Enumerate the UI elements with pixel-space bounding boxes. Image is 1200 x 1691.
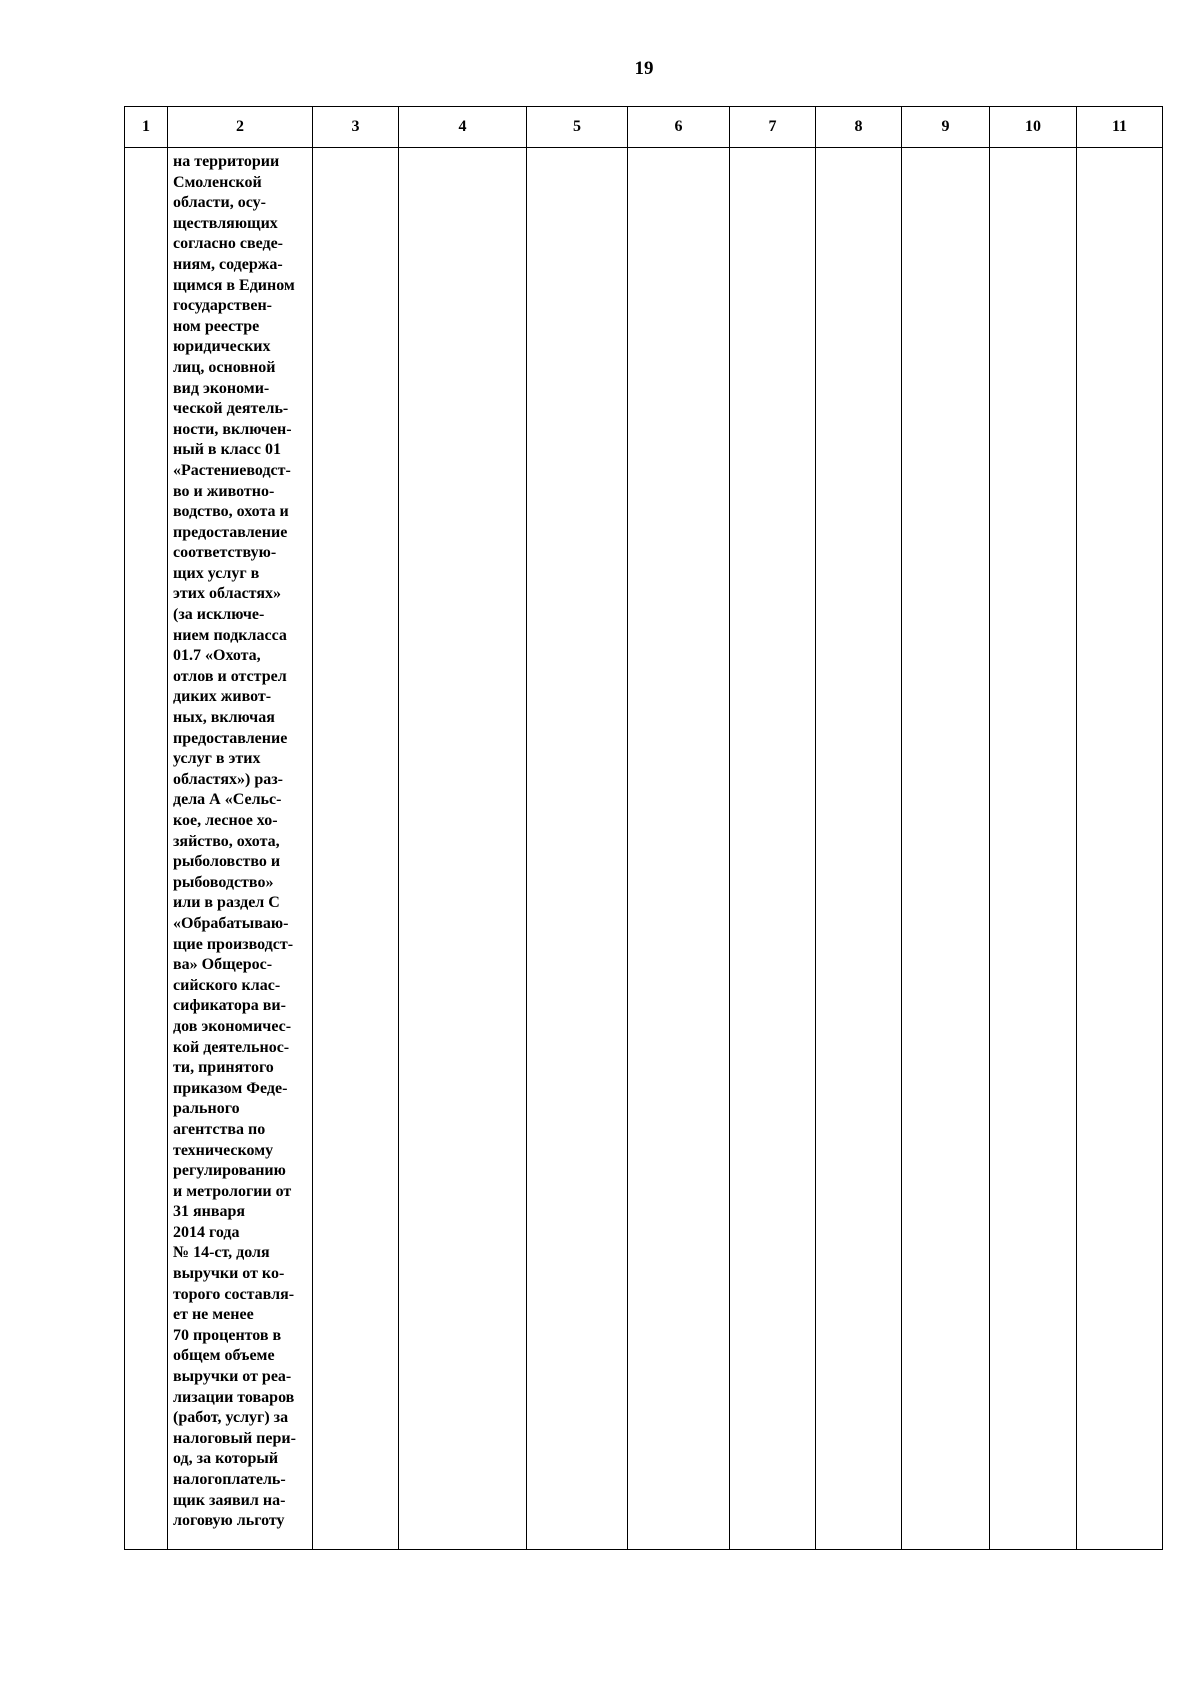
description-line: этих областях»	[173, 585, 281, 603]
description-line: № 14-ст, доля	[173, 1244, 270, 1262]
column-header-5: 5	[527, 107, 628, 148]
column-header-2: 2	[168, 107, 313, 148]
description-line: лизации товаров	[173, 1388, 295, 1406]
description-line: налоговый пери-	[173, 1429, 296, 1447]
description-line: юридических	[173, 338, 271, 356]
description-line: ном реестре	[173, 317, 260, 335]
description-line: «Обрабатываю-	[173, 914, 289, 932]
column-header-9: 9	[902, 107, 990, 148]
description-line: техническому	[173, 1141, 274, 1159]
description-line: 70 процентов в	[173, 1326, 282, 1344]
description-line: и метрологии от	[173, 1182, 292, 1200]
description-line: дела А «Сельс-	[173, 791, 282, 809]
table-row	[125, 148, 1163, 1550]
description-line: рального	[173, 1100, 240, 1118]
description-line: торого составля-	[173, 1285, 295, 1303]
description-line: щик заявил на-	[173, 1491, 286, 1509]
column-header-1: 1	[125, 107, 168, 148]
column-header-11: 11	[1077, 107, 1163, 148]
description-line: од, за который	[173, 1450, 279, 1468]
cell-col-5	[527, 148, 628, 1550]
column-header-8: 8	[816, 107, 902, 148]
cell-col-7	[730, 148, 816, 1550]
description-line: щих услуг в	[173, 564, 260, 582]
description-line: щимся в Едином	[173, 276, 295, 294]
cell-col-11	[1077, 148, 1163, 1550]
description-line: «Растениеводст-	[173, 461, 291, 479]
description-line: рыболовство и	[173, 853, 281, 871]
description-line: налогоплатель-	[173, 1471, 286, 1488]
cell-col-6	[628, 148, 730, 1550]
header-row	[125, 107, 1163, 148]
description-line: кой деятельнос-	[173, 1038, 290, 1056]
description-line: лиц, основной	[173, 358, 276, 376]
cell-col-1	[125, 148, 168, 1550]
description-line: ности, включен-	[173, 420, 292, 438]
description-line: отлов и отстрел	[173, 667, 287, 685]
description-line: зяйство, охота,	[173, 832, 280, 850]
description-line: приказом Феде-	[173, 1079, 288, 1097]
description-line: сийского клас-	[173, 976, 281, 994]
description-line: (работ, услуг) за	[173, 1409, 289, 1427]
description-line: нием подкласса	[173, 626, 287, 644]
description-line: вид экономи-	[173, 379, 270, 397]
description-line: регулированию	[173, 1162, 286, 1180]
description-line: агентства по	[173, 1120, 266, 1138]
description-line: Смоленской	[173, 173, 262, 191]
description-line: ных, включая	[173, 709, 275, 727]
description-line: сификатора ви-	[173, 997, 286, 1015]
description-line: ческой деятель-	[173, 400, 289, 418]
description-line: водство, охота и	[173, 503, 289, 521]
cell-col-4	[399, 148, 527, 1550]
description-line: ниям, содержа-	[173, 255, 283, 273]
data-table	[124, 106, 1163, 1550]
column-header-4: 4	[399, 107, 527, 148]
description-line: областях») раз-	[173, 770, 283, 788]
description-line: государствен-	[173, 297, 272, 315]
description-line: или в раздел С	[173, 894, 280, 912]
description-line: ва» Общерос-	[173, 956, 273, 974]
description-line: диких живот-	[173, 688, 272, 706]
description-line: на территории	[173, 153, 280, 170]
description-line: ет не менее	[173, 1306, 254, 1324]
description-line: согласно сведе-	[173, 235, 284, 253]
cell-col-9	[902, 148, 990, 1550]
description-line: кое, лесное хо-	[173, 812, 278, 829]
cell-col-8	[816, 148, 902, 1550]
description-line: 01.7 «Охота,	[173, 647, 261, 665]
cell-col-10	[990, 148, 1077, 1550]
description-line: выручки от ко-	[173, 1265, 285, 1283]
description-line: выручки от реа-	[173, 1368, 292, 1386]
description-line: ти, принятого	[173, 1059, 274, 1077]
column-header-10: 10	[990, 107, 1077, 148]
column-header-7: 7	[730, 107, 816, 148]
description-line: (за исключе-	[173, 606, 265, 624]
description-line: рыбоводство»	[173, 873, 274, 891]
description-line: 31 января	[173, 1203, 246, 1221]
description-line: области, осу-	[173, 194, 266, 212]
description-line: ществляющих	[173, 214, 278, 232]
column-header-6: 6	[628, 107, 730, 148]
cell-col-3	[313, 148, 399, 1550]
description-line: щие производст-	[173, 935, 294, 953]
description-line: услуг в этих	[173, 750, 261, 768]
page-number: 19	[634, 58, 654, 79]
description-line: ный в класс 01	[173, 441, 281, 459]
description-line: предоставление	[173, 729, 288, 747]
cell-col-2-description	[168, 148, 313, 1550]
description-line: логовую льготу	[173, 1512, 285, 1530]
description-line: предоставление	[173, 523, 288, 541]
description-line: общем объеме	[173, 1347, 275, 1365]
description-line: 2014 года	[173, 1223, 240, 1241]
description-line: дов экономичес-	[173, 1017, 292, 1035]
column-header-3: 3	[313, 107, 399, 148]
description-line: соответствую-	[173, 544, 277, 562]
description-line: во и животно-	[173, 482, 275, 500]
